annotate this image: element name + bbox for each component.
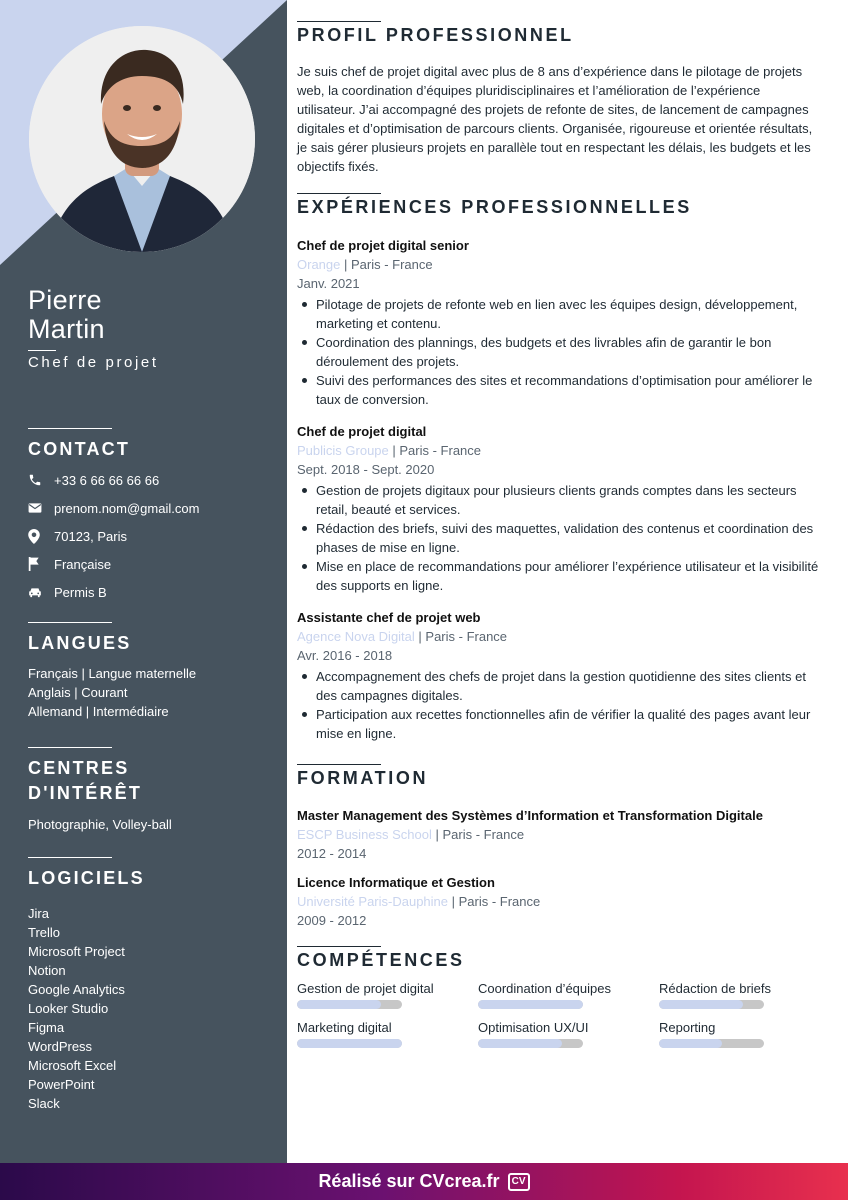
education-location: | Paris - France [431, 827, 525, 842]
skill-bar [297, 1039, 402, 1048]
name-divider [28, 350, 56, 351]
experience-title: Chef de projet digital senior [297, 238, 469, 253]
first-name: Pierre [28, 285, 102, 315]
language-item: Allemand | Intermédiaire [28, 704, 169, 719]
education-title: Master Management des Systèmes d’Information et Transformation Digitale [297, 808, 763, 823]
location-pin-icon [28, 528, 54, 544]
bullet-item: Rédaction des briefs, suivi des maquettes, validation des contenus et coordination des phases de mise en ligne. [297, 519, 822, 557]
experience-location: | Paris - France [414, 629, 508, 644]
address-text: 70123, Paris [54, 528, 127, 544]
contact-license [28, 578, 268, 606]
skill-item [478, 1019, 659, 1048]
experience-title: Assistante chef de projet web [297, 610, 481, 625]
education-date: 2009 - 2012 [297, 913, 367, 928]
skill-level [478, 1039, 562, 1048]
experience-section [297, 193, 822, 743]
experience-entry [297, 236, 822, 409]
experience-company-line [297, 441, 822, 460]
nationality-text: Française [54, 556, 112, 572]
contact-section [28, 428, 268, 606]
language-item: Français | Langue maternelle [28, 666, 197, 681]
software-item: Figma [28, 1020, 65, 1035]
experience-title: Chef de projet digital [297, 424, 427, 439]
skill-name: Gestion de projet digital [297, 981, 434, 996]
languages-heading: LANGUES [28, 633, 132, 653]
skill-level [659, 1000, 743, 1009]
experience-bullets [297, 481, 822, 595]
education-school: ESCP Business School [297, 827, 432, 842]
experience-date: Janv. 2021 [297, 276, 360, 291]
skill-level [659, 1039, 722, 1048]
contact-phone [28, 466, 268, 494]
skills-section [297, 946, 822, 1048]
education-school: Université Paris-Dauphine [297, 894, 449, 909]
education-school-line [297, 825, 822, 844]
experience-bullets [297, 295, 822, 409]
flag-icon [28, 556, 54, 572]
interests-text: Photographie, Volley-ball [28, 817, 172, 832]
bullet-item: Gestion de projets digitaux pour plusieurs clients grands comptes dans les secteurs retail, beauté et services. [297, 481, 822, 519]
experience-date: Avr. 2016 - 2018 [297, 648, 393, 663]
experience-heading: EXPÉRIENCES PROFESSIONNELLES [297, 197, 692, 217]
skill-bar [659, 1039, 764, 1048]
experience-location: | Paris - France [388, 443, 482, 458]
bullet-item: Mise en place de recommandations pour améliorer l’expérience utilisateur et la visibilité des supports en ligne. [297, 557, 822, 595]
software-section [28, 857, 268, 1113]
job-title: Chef de projet [28, 354, 159, 371]
skill-item [659, 1019, 822, 1048]
car-icon [28, 584, 54, 600]
skill-bar [478, 1000, 583, 1009]
contact-email [28, 494, 268, 522]
software-item: Looker Studio [28, 1001, 109, 1016]
skill-name: Coordination d’équipes [478, 981, 611, 996]
education-entry [297, 873, 822, 930]
skill-level [297, 1000, 381, 1009]
profile-section [297, 21, 822, 176]
section-rule [297, 193, 381, 194]
section-rule [297, 21, 381, 22]
person-name [28, 286, 105, 344]
bullet-item: Coordination des plannings, des budgets et des livrables afin de garantir le bon déroulement des projets. [297, 333, 822, 371]
education-location: | Paris - France [448, 894, 541, 909]
education-entry [297, 806, 822, 863]
skill-bar [659, 1000, 764, 1009]
contact-heading: CONTACT [28, 439, 131, 459]
education-date: 2012 - 2014 [297, 846, 367, 861]
sidebar [0, 0, 287, 1163]
skill-item [297, 980, 478, 1009]
education-heading: FORMATION [297, 768, 429, 788]
phone-text: +33 6 66 66 66 66 [54, 472, 160, 488]
section-rule [28, 622, 112, 623]
skill-item [478, 980, 659, 1009]
experience-location: | Paris - France [340, 257, 433, 272]
experience-date: Sept. 2018 - Sept. 2020 [297, 462, 435, 477]
software-item: Notion [28, 963, 66, 978]
section-rule [28, 428, 112, 429]
software-item: Jira [28, 906, 49, 921]
software-item: Trello [28, 925, 61, 940]
experience-company: Publicis Groupe [297, 443, 389, 458]
skill-level [478, 1000, 583, 1009]
education-school-line [297, 892, 822, 911]
education-title: Licence Informatique et Gestion [297, 875, 495, 890]
section-rule [28, 857, 112, 858]
bullet-item: Accompagnement des chefs de projet dans la gestion quotidienne des sites clients et des campagnes digitales. [297, 667, 822, 705]
contact-nationality [28, 550, 268, 578]
software-item: WordPress [28, 1039, 93, 1054]
software-item: Slack [28, 1096, 60, 1111]
profile-heading: PROFIL PROFESSIONNEL [297, 25, 574, 45]
email-text: prenom.nom@gmail.com [54, 500, 200, 516]
skill-bar [478, 1039, 583, 1048]
bullet-item: Suivi des performances des sites et recommandations d’optimisation pour améliorer le taux de conversion. [297, 371, 822, 409]
education-section [297, 764, 822, 930]
skill-item [659, 980, 822, 1009]
skill-name: Optimisation UX/UI [478, 1020, 589, 1035]
software-item: PowerPoint [28, 1077, 95, 1092]
section-rule [297, 946, 381, 947]
experience-company-line [297, 255, 822, 274]
experience-company: Agence Nova Digital [297, 629, 415, 644]
skill-name: Rédaction de briefs [659, 981, 772, 996]
skill-bar [297, 1000, 402, 1009]
experience-company: Orange [297, 257, 341, 272]
profile-text: Je suis chef de projet digital avec plus de 8 ans d’expérience dans le pilotage de projets web, la coordination d’équipes pluridisciplinaires et l’amélioration de l’expérience utilisateur. J’ai accompagné des projets de refonte de sites, de lancement de campagnes digitales et d’optimisation de parcours clients. Organisée, rigoureuse et orientée résultats, je sais gérer plusieurs projets en parallèle tout en respectant les délais, les budgets et les objectifs fixés. [297, 64, 813, 174]
skills-grid [297, 980, 822, 1048]
skill-level [297, 1039, 402, 1048]
footer-text[interactable]: Réalisé sur CVcrea.fr [318, 1171, 500, 1191]
bullet-item: Pilotage de projets de refonte web en lien avec les équipes design, développement, marketing et contenu. [297, 295, 822, 333]
software-item: Microsoft Excel [28, 1058, 117, 1073]
profile-photo [29, 26, 255, 252]
envelope-icon [28, 500, 54, 516]
license-text: Permis B [54, 584, 107, 600]
language-item: Anglais | Courant [28, 685, 128, 700]
experience-bullets [297, 667, 822, 743]
languages-section [28, 622, 268, 721]
bullet-item: Participation aux recettes fonctionnelles afin de vérifier la qualité des pages avant leur mise en ligne. [297, 705, 822, 743]
skill-item [297, 1019, 478, 1048]
skill-name: Marketing digital [297, 1020, 392, 1035]
skills-heading: COMPÉTENCES [297, 950, 465, 970]
skill-name: Reporting [659, 1020, 716, 1035]
contact-address [28, 522, 268, 550]
software-item: Microsoft Project [28, 944, 125, 959]
section-rule [297, 764, 381, 765]
last-name: Martin [28, 314, 105, 344]
interests-heading-line1: CENTRES [28, 758, 130, 778]
experience-company-line [297, 627, 822, 646]
experience-entry [297, 422, 822, 595]
section-rule [28, 747, 112, 748]
phone-icon [28, 472, 54, 488]
software-item: Google Analytics [28, 982, 125, 997]
cvcrea-logo-icon: CV [508, 1173, 530, 1191]
software-heading: LOGICIELS [28, 868, 145, 888]
footer-banner[interactable] [0, 1163, 848, 1200]
experience-entry [297, 608, 822, 743]
interests-heading-line2: D'INTÉRÊT [28, 783, 143, 803]
interests-section [28, 747, 268, 834]
